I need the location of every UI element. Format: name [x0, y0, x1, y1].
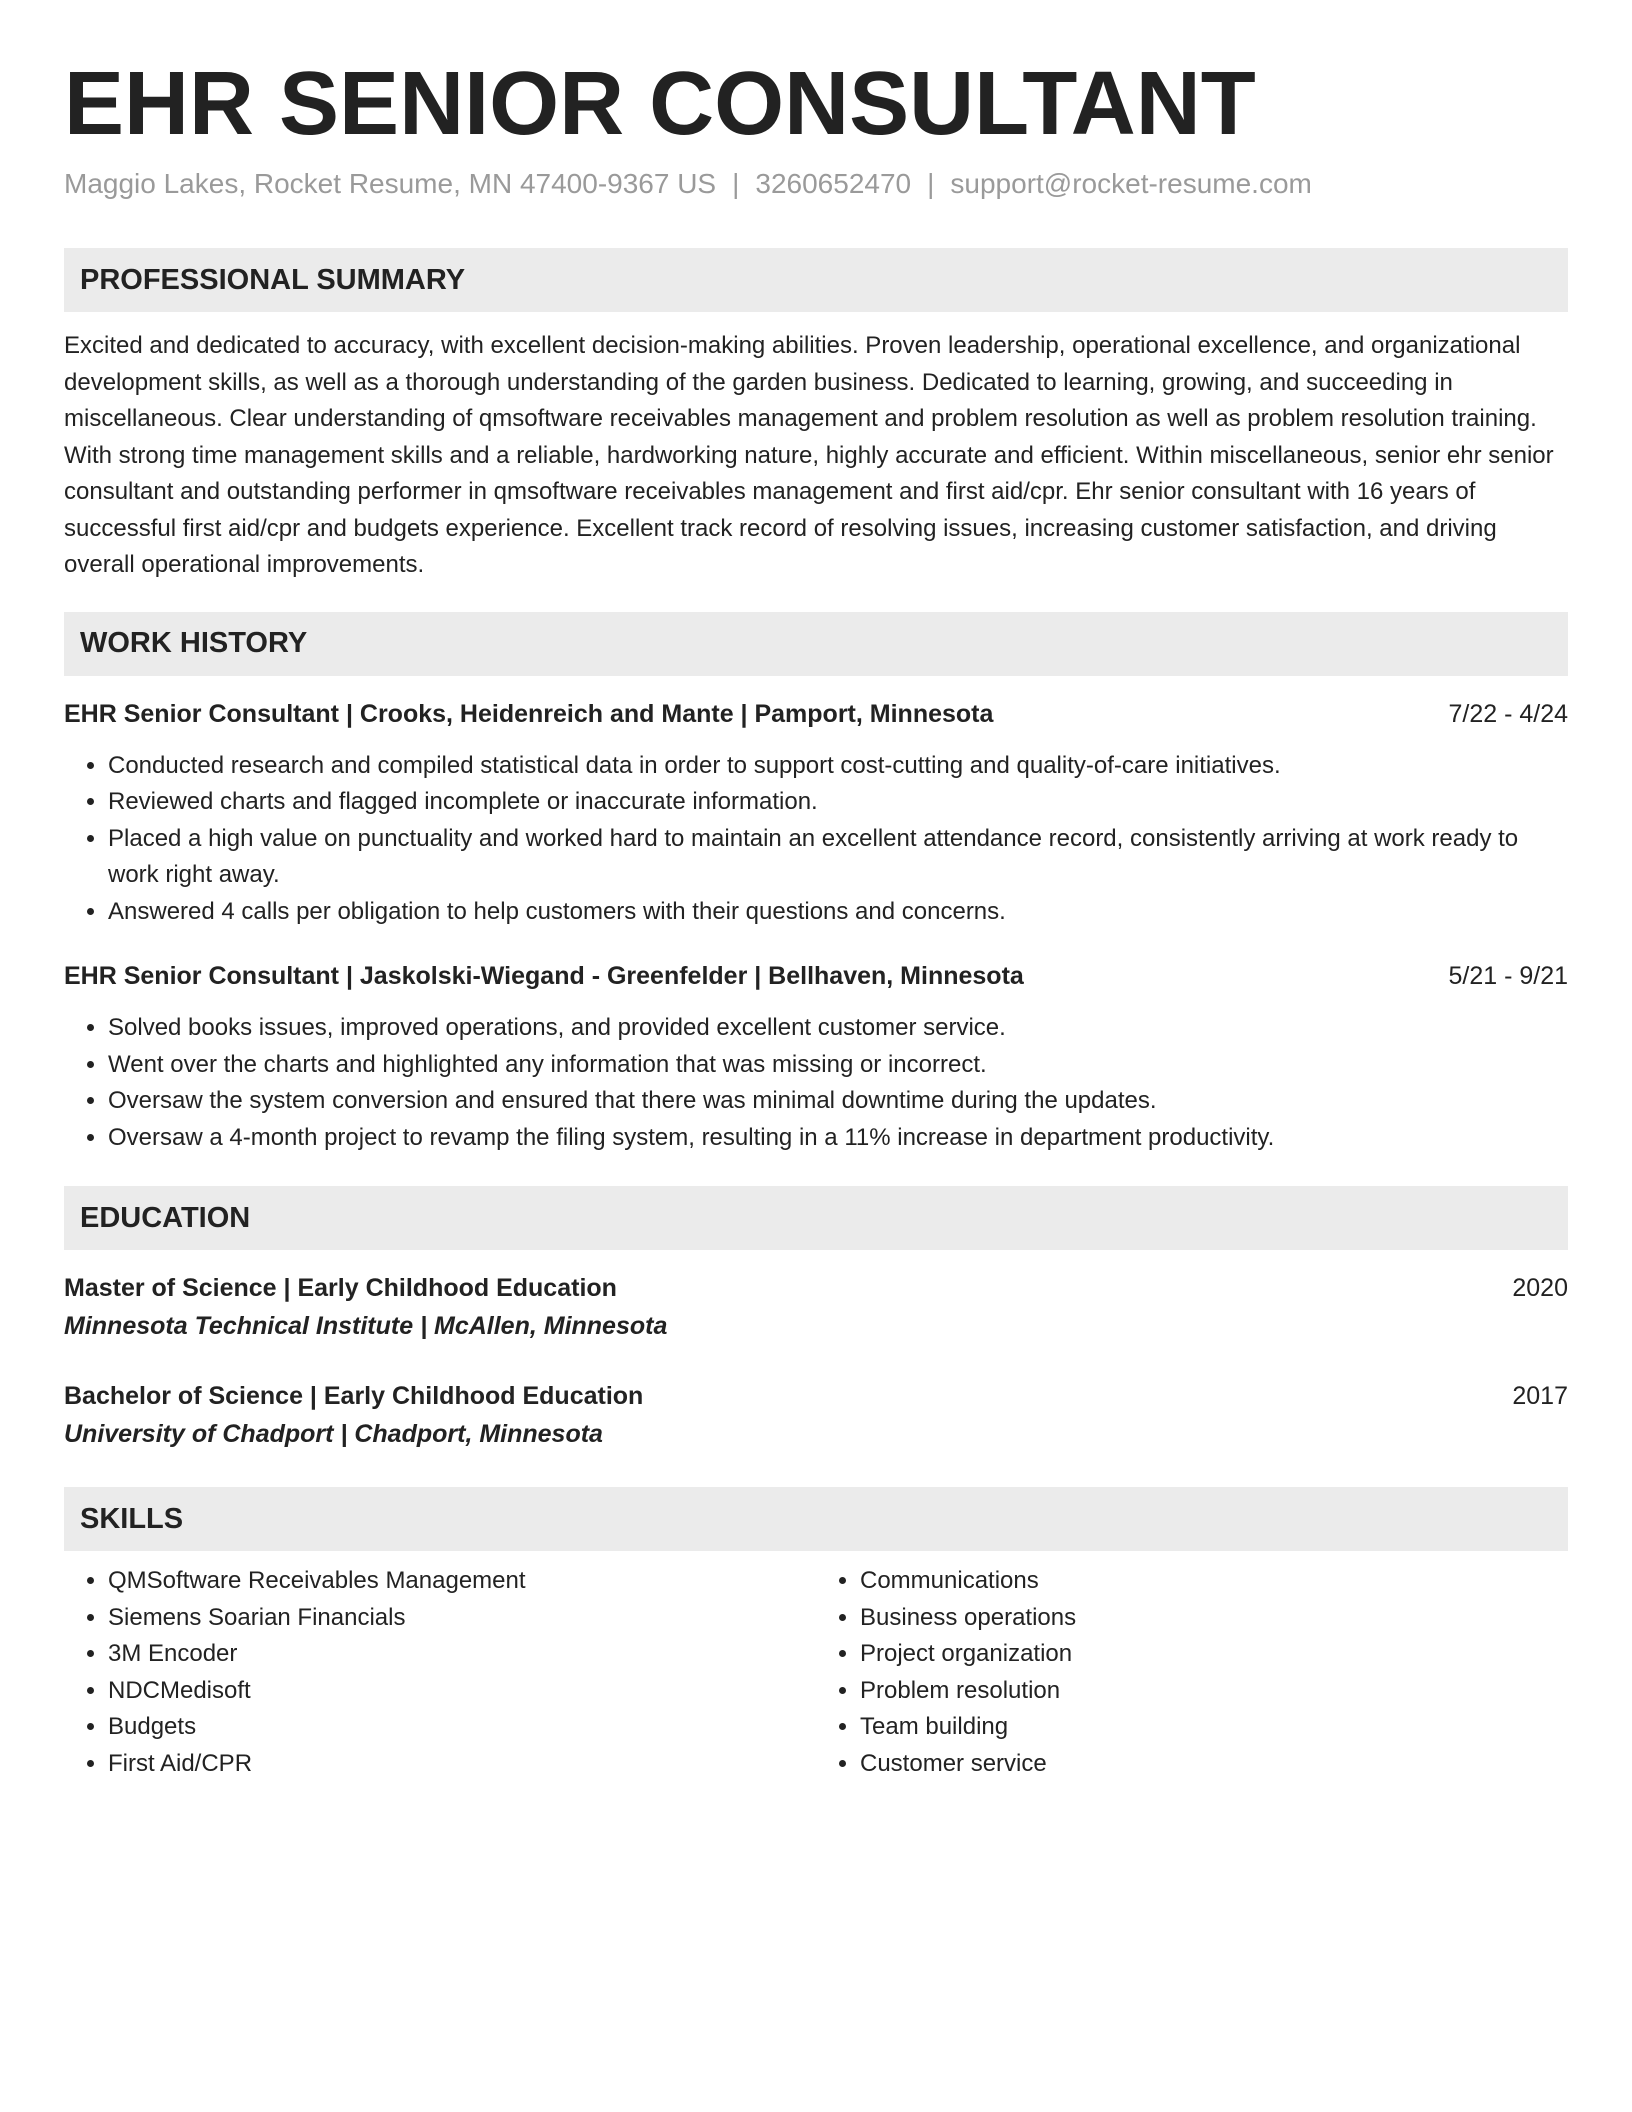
job-bullets: [64, 748, 1568, 931]
skill-item: • Siemens Soarian Financials: [108, 1600, 816, 1637]
job-title: EHR Senior Consultant | Crooks, Heidenreich and Mante | Pamport, Minnesota: [64, 699, 994, 728]
job-bullet: • Reviewed charts and flagged incomplete or inaccurate information.: [108, 784, 1568, 821]
job-bullet: • Oversaw a 4-month project to revamp the filing system, resulting in a 11% increase in department productivity.: [108, 1120, 1568, 1157]
job-bullet: • Placed a high value on punctuality and worked hard to maintain an excellent attendance record, consistently arriving at work ready to work right away.: [108, 821, 1568, 894]
education-school: University of Chadport | Chadport, Minnesota: [64, 1420, 603, 1448]
skill-item: • 3M Encoder: [108, 1636, 816, 1673]
skill-item: • NDCMedisoft: [108, 1673, 816, 1710]
education-year: 2017: [1512, 1382, 1568, 1410]
education-entry: [64, 1378, 1568, 1453]
skills-column-right: [816, 1563, 1568, 1782]
contact-email: support@rocket-resume.com: [950, 168, 1312, 199]
job-dates: 5/21 - 9/21: [1448, 962, 1568, 990]
skill-item: • Customer service: [860, 1746, 1568, 1783]
skill-item: • Team building: [860, 1709, 1568, 1746]
education-school: Minnesota Technical Institute | McAllen, Minnesota: [64, 1312, 668, 1340]
job-bullet: • Conducted research and compiled statistical data in order to support cost-cutting and quality-of-care initiatives.: [108, 748, 1568, 785]
job-header: [64, 696, 1568, 732]
job-bullet: • Solved books issues, improved operations, and provided excellent customer service.: [108, 1010, 1568, 1047]
education-year: 2020: [1512, 1274, 1568, 1302]
resume-name: EHR SENIOR CONSULTANT: [64, 54, 1256, 154]
job-header: [64, 958, 1568, 994]
job-entry: [64, 958, 1568, 1156]
education-entry: [64, 1270, 1568, 1345]
contact-separator: |: [927, 168, 935, 199]
job-bullet: • Oversaw the system conversion and ensured that there was minimal downtime during the updates.: [108, 1083, 1568, 1120]
contact-address: Maggio Lakes, Rocket Resume, MN 47400-9367 US: [64, 168, 717, 199]
skill-item: • Communications: [860, 1563, 1568, 1600]
skills-list: [64, 1563, 1568, 1782]
work-history-heading: WORK HISTORY: [64, 612, 1568, 676]
education-heading: EDUCATION: [64, 1186, 1568, 1250]
education-header: [64, 1378, 1568, 1415]
job-bullet: • Answered 4 calls per obligation to help customers with their questions and concerns.: [108, 894, 1568, 931]
contact-phone: 3260652470: [755, 168, 912, 199]
skill-item: • Budgets: [108, 1709, 816, 1746]
education-degree: Bachelor of Science | Early Childhood Education: [64, 1382, 644, 1410]
education-header: [64, 1270, 1568, 1307]
summary-text: Excited and dedicated to accuracy, with excellent decision-making abilities. Proven leadership, operational excellence, and organizational development skills, as well as a thorough understanding of the garden business. Dedicated to learning, growing, and succeeding in miscellaneous. Clear understanding of qmsoftware receivables management and problem resolution as well as problem resolution training. With strong time management skills and a reliable, hardworking nature, highly accurate and efficient. Within miscellaneous, senior ehr senior consultant and outstanding performer in qmsoftware receivables management and first aid/cpr. Ehr senior consultant with 16 years of successful first aid/cpr and budgets experience. Excellent track record of resolving issues, increasing customer satisfaction, and driving overall operational improvements.: [64, 332, 1554, 578]
skill-item: • Project organization: [860, 1636, 1568, 1673]
job-bullets: [64, 1010, 1568, 1156]
contact-line: [64, 166, 1568, 202]
skill-item: • Business operations: [860, 1600, 1568, 1637]
job-bullet: • Went over the charts and highlighted any information that was missing or incorrect.: [108, 1047, 1568, 1084]
skill-item: • QMSoftware Receivables Management: [108, 1563, 816, 1600]
education-degree: Master of Science | Early Childhood Education: [64, 1274, 617, 1302]
contact-separator: |: [732, 168, 740, 199]
skill-item: • Problem resolution: [860, 1673, 1568, 1710]
summary-heading: PROFESSIONAL SUMMARY: [64, 248, 1568, 312]
job-dates: 7/22 - 4/24: [1448, 699, 1568, 728]
skills-column-left: [64, 1563, 816, 1782]
skill-item: • First Aid/CPR: [108, 1746, 816, 1783]
skills-heading: SKILLS: [64, 1487, 1568, 1551]
job-title: EHR Senior Consultant | Jaskolski-Wiegand - Greenfelder | Bellhaven, Minnesota: [64, 962, 1024, 990]
job-entry: [64, 696, 1568, 931]
